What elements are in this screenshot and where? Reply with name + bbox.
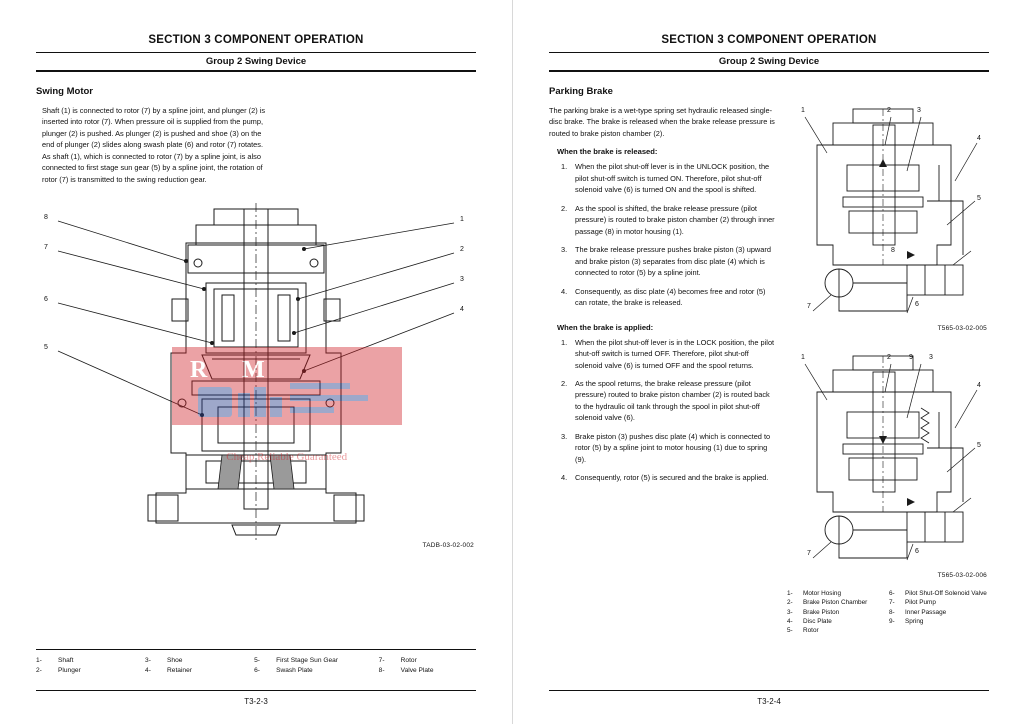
legend-key: 2- [787,599,793,607]
legend-item [889,598,987,607]
callout-7: 7 [44,244,48,252]
left-section-title: Swing Motor [36,86,93,97]
legend-value: Pilot Pump [905,599,936,607]
legend-column-4 [379,656,476,676]
left-figure-code: TADB-03-02-002 [422,542,474,550]
released-steps [549,161,777,308]
step-item [549,161,777,195]
right-footer [549,690,989,706]
callout-6: 6 [915,301,919,308]
legend-item [787,608,889,617]
step-item [549,472,777,483]
callout-3: 3 [460,276,464,284]
legend-key: 4- [787,617,793,625]
step-item [549,244,777,278]
footer-rule [549,690,989,691]
step-number: 1. [561,337,568,347]
step-number: 1. [561,162,568,172]
step-item [549,431,777,465]
figure-top-code: T565-03-02-005 [937,325,987,332]
legend-key: 6- [254,667,260,675]
legend-key: 3- [787,608,793,616]
step-text: Consequently, as disc plate (4) becomes free and rotor (5) can rotate, the brake is released. [575,286,766,308]
legend-item [379,656,476,666]
left-footer [36,690,476,706]
step-text: The brake release pressure pushes brake piston (3) upward and brake piston (3) separates from disc plate (4) which is connected to rotor (5) by a spline joint. [575,245,771,278]
header-rule-thick [36,70,476,72]
legend-key: 9- [889,617,895,625]
right-text-column [549,105,777,635]
right-folio: T3-2-4 [757,697,781,706]
parking-brake-released-drawing [787,105,987,330]
legend-column-2 [145,656,254,676]
left-body-paragraph: Shaft (1) is connected to rotor (7) by a spline joint, and plunger (2) is inserted into rotor (7). When pressure oil is supplied from the pump, plunger (2) is pushed. As plunger (2) is pushed and shoe (3) on the end of plunger (2) slides along swash plate (6) and rotor (7) rotates. As shaft (1), which is connected to rotor (7) by a spline joint, is also connected to first stage sun gear (5) by a spline joint, the rotation of rotor (7) is transmitted to the swing reduction gear. [42,106,266,184]
legend-item [36,666,145,676]
step-text: As the spool returns, the brake release pressure (pilot pressure) routed to brake piston chamber (2) is routed back to the hydraulic oil tank through the spool in pilot shut-off solenoid valve (6). [575,378,770,423]
step-number: 3. [561,431,568,441]
legend-value: First Stage Sun Gear [276,657,338,665]
right-intro [549,105,777,139]
swing-motor-figure [36,203,476,550]
legend-key: 1- [787,590,793,597]
callout-2: 2 [460,246,464,254]
left-folio: T3-2-3 [244,697,268,706]
legend-value: Plunger [58,667,81,675]
step-text: As the spool is shifted, the brake release pressure (pilot pressure) is routed to brake piston chamber (2) through inner passage (8) in motor housing (1). [575,203,775,236]
applied-heading: When the brake is applied: [557,322,654,332]
legend-value: Brake Piston Chamber [803,599,868,607]
step-number: 4. [561,473,568,483]
step-item [549,378,777,424]
callout-3: 3 [929,354,933,361]
right-content [549,105,989,635]
legend-key: 4- [145,667,151,675]
callout-6: 6 [44,296,48,304]
right-page [513,0,1025,724]
callout-5: 5 [977,195,981,202]
header-rule [36,52,476,53]
step-text: Consequently, rotor (5) is secured and the brake is applied. [575,473,769,483]
legend-item [889,617,987,626]
callout-3: 3 [917,107,921,114]
legend-item [787,598,889,607]
parking-brake-figure-released [787,105,987,330]
callout-1: 1 [801,354,805,361]
step-number: 2. [561,203,568,213]
legend-item [787,589,889,598]
legend-value: Swash Plate [276,667,313,675]
legend-item [145,666,254,676]
step-number: 4. [561,286,568,296]
legend-value: Shoe [167,657,183,665]
watermark-tagline: Cheap Reliable Guaranteed [226,451,348,464]
step-number: 2. [561,378,568,388]
left-legend [36,656,476,676]
legend-key: 7- [889,599,895,607]
legend-value: Rotor [400,657,417,665]
legend-value: Spring [905,617,924,625]
legend-value: Valve Plate [400,667,434,675]
callout-2: 2 [887,354,891,361]
parking-brake-applied-drawing [787,352,987,577]
right-section-title: Parking Brake [549,86,613,97]
callout-5: 5 [44,344,48,352]
legend-column-1 [36,656,145,676]
legend-value: Pilot Shut-Off Solenoid Valve [905,590,987,597]
callout-4: 4 [977,382,981,389]
legend-key: 1- [36,657,42,665]
left-body-text [42,105,272,185]
legend-value: Rotor [803,627,819,635]
legend-item [787,626,889,635]
callout-8: 8 [44,214,48,222]
legend-item [889,589,987,598]
right-legend [787,589,987,635]
step-number: 3. [561,245,568,255]
legend-column-3 [254,656,379,676]
legend-item [254,666,379,676]
footer-rule [36,690,476,691]
applied-steps [549,337,777,484]
legend-key: 2- [36,667,42,675]
legend-item [889,608,987,617]
legend-key: 7- [378,657,385,665]
step-item [549,286,777,309]
callout-1: 1 [460,216,464,224]
callout-4: 4 [977,135,981,142]
callout-8: 8 [891,247,895,254]
callout-9: 9 [909,354,913,361]
parking-brake-figure-applied [787,352,987,577]
callout-7: 7 [807,550,811,557]
step-item [549,337,777,371]
callout-1: 1 [801,107,805,114]
legend-value: Motor Hosing [803,590,842,597]
callout-4: 4 [460,306,464,314]
legend-item [379,666,476,676]
right-legend-column-2 [889,589,987,635]
legend-value: Brake Piston [803,608,840,616]
legend-value: Inner Passage [905,608,947,616]
legend-item [36,656,145,666]
legend-key: 6- [889,590,895,597]
right-legend-column-1 [787,589,889,635]
legend-top-rule [36,649,476,650]
callout-6: 6 [915,548,919,555]
right-header-title: SECTION 3 COMPONENT OPERATION [661,34,877,46]
legend-value: Retainer [167,667,192,675]
legend-item [145,656,254,666]
legend-item [254,656,379,666]
step-item [549,203,777,237]
step-text: Brake piston (3) pushes disc plate (4) which is connected to rotor (5) by a spline joint to motor housing (1) due to spring (9). [575,431,771,464]
figure-bottom-code: T565-03-02-006 [937,572,987,579]
left-page [0,0,512,724]
svg-text:R: R [189,357,208,384]
legend-value: Disc Plate [803,617,832,625]
step-text: When the pilot shut-off lever is in the LOCK position, the pilot shut-off switch is turned OFF. Therefore, pilot shut-off solenoid valve (6) is turned OFF and the spool returns. [575,337,775,370]
callout-7: 7 [807,303,811,310]
swing-motor-drawing [36,203,476,543]
legend-key: 3- [145,657,151,665]
legend-key: 5- [254,657,260,665]
left-legend-block [36,649,476,676]
callout-5: 5 [977,442,981,449]
right-header-subtitle: Group 2 Swing Device [718,56,820,67]
header-rule [549,52,989,53]
legend-key: 5- [787,627,793,635]
svg-text:M: M [241,357,265,384]
left-header-subtitle: Group 2 Swing Device [205,56,307,67]
legend-item [787,617,889,626]
legend-key: 8- [889,608,895,616]
right-intro-paragraph: The parking brake is a wet-type spring set hydraulic released single-disc brake. The brake is released when the brake release pressure is routed to brake piston chamber (2). [549,106,775,138]
released-heading: When the brake is released: [557,147,658,157]
legend-key: 8- [378,667,385,675]
legend-value: Shaft [58,657,74,665]
callout-2: 2 [887,107,891,114]
left-header-title: SECTION 3 COMPONENT OPERATION [148,34,364,46]
right-figures-column [787,105,987,635]
step-text: When the pilot shut-off lever is in the UNLOCK position, the pilot shut-off switch is turned ON. Therefore, pilot shut-off solenoid valve (6) is turned ON and the spool is shifted. [575,162,770,195]
header-rule-thick [549,70,989,72]
